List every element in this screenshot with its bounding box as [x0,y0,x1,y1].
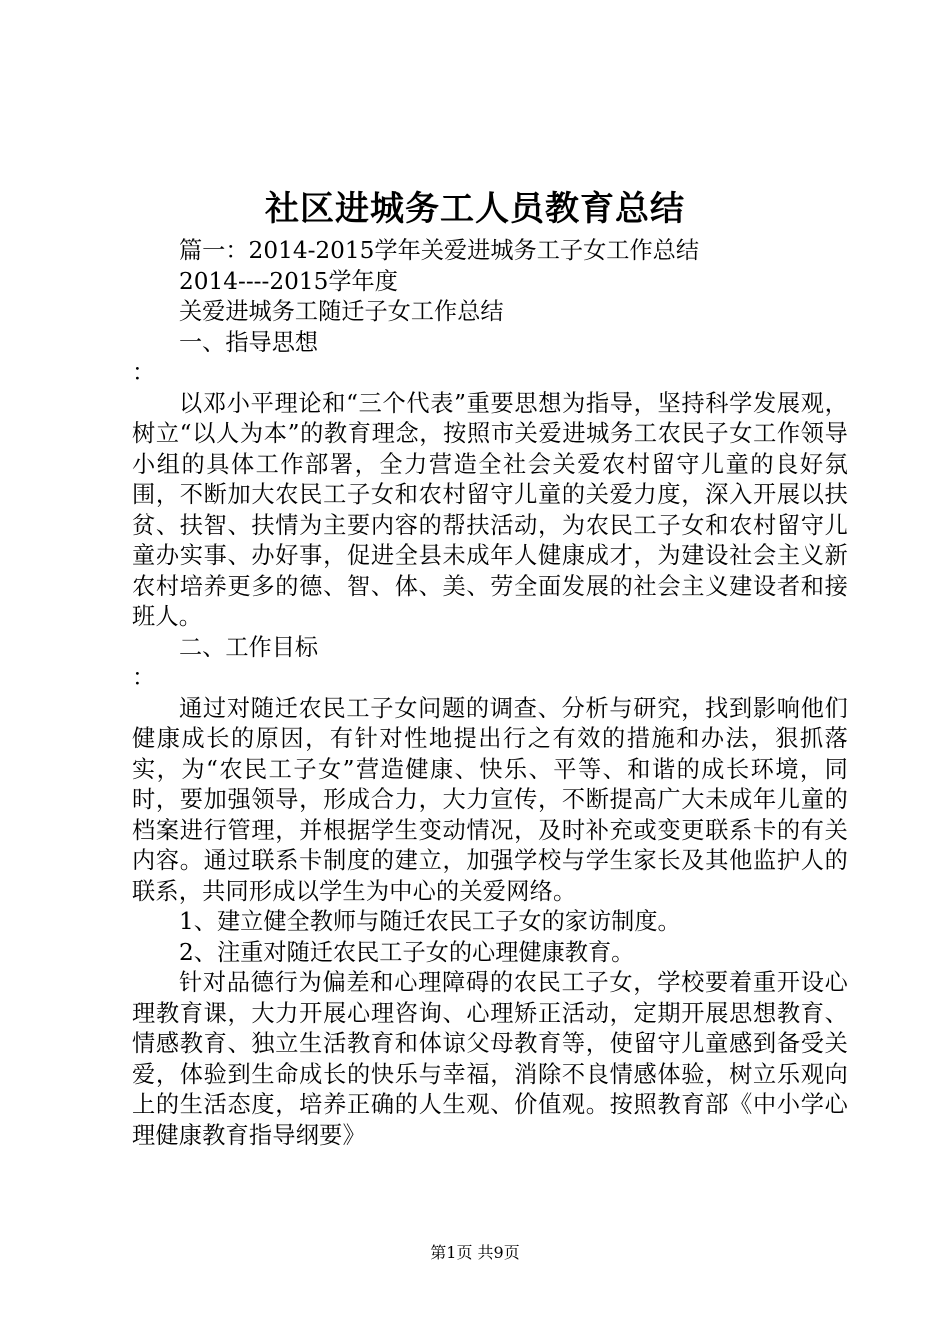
paragraph-guiding-ideology: 以邓小平理论和“三个代表”重要思想为指导，坚持科学发展观，树立“以人为本”的教育理念，按照市关爱进城务工农民子女工作领导小组的具体工作部署，全力营造全社会关爱农村留守儿童的良好氛围，不断加大农民工子女和农村留守儿童的关爱力度，深入开展以扶贫、扶智、扶情为主要内容的帮扶活动，为农民工子女和农村留守儿童办实事、办好事，促进全县未成年人健康成才，为建设社会主义新农村培养更多的德、智、体、美、劳全面发展的社会主义建设者和接班人。 [132,389,848,630]
section-heading-guiding-ideology: 一、指导思想 [179,328,319,356]
list-item-mental-health: 2、注重对随迁农民工子女的心理健康教育。 [179,938,635,966]
paragraph-work-goals: 通过对随迁农民工子女问题的调查、分析与研究，找到影响他们健康成长的原因，有针对性地提出行之有效的措施和办法，狠抓落实，为“农民工子女”营造健康、快乐、平等、和谐的成长环境，同时，要加强领导，形成合力，大力宣传，不断提高广大未成年儿童的档案进行管理，并根据学生变动情况，及时补充或变更联系卡的有关内容。通过联系卡制度的建立，加强学校与学生家长及其他监护人的联系，共同形成以学生为中心的关爱网络。 [132,694,848,905]
colon-marker: ： [132,664,156,691]
document-body [132,236,848,1151]
article-heading: 篇一：2014-2015学年关爱进城务工子女工作总结 [179,237,700,264]
section-heading-work-goals: 二、工作目标 [179,633,319,661]
list-item-home-visit: 1、建立健全教师与随迁农民工子女的家访制度。 [179,908,681,935]
school-year-line: 2014----2015学年度 [179,267,398,295]
page-number-footer: 第1页 共9页 [430,1243,520,1262]
report-subtitle: 关爱进城务工随迁子女工作总结 [179,298,504,325]
document-title: 社区进城务工人员教育总结 [265,189,685,229]
colon-marker: ： [132,359,156,386]
paragraph-mental-health: 针对品德行为偏差和心理障碍的农民工子女，学校要着重开设心理教育课，大力开展心理咨询、心理矫正活动，定期开展思想教育、情感教育、独立生活教育和体谅父母教育等，使留守儿童感到备受关爱，体验到生命成长的快乐与幸福，消除不良情感体验，树立乐观向上的生活态度，培养正确的人生观、价值观。按照教育部《中小学心理健康教育指导纲要》 [132,969,848,1149]
